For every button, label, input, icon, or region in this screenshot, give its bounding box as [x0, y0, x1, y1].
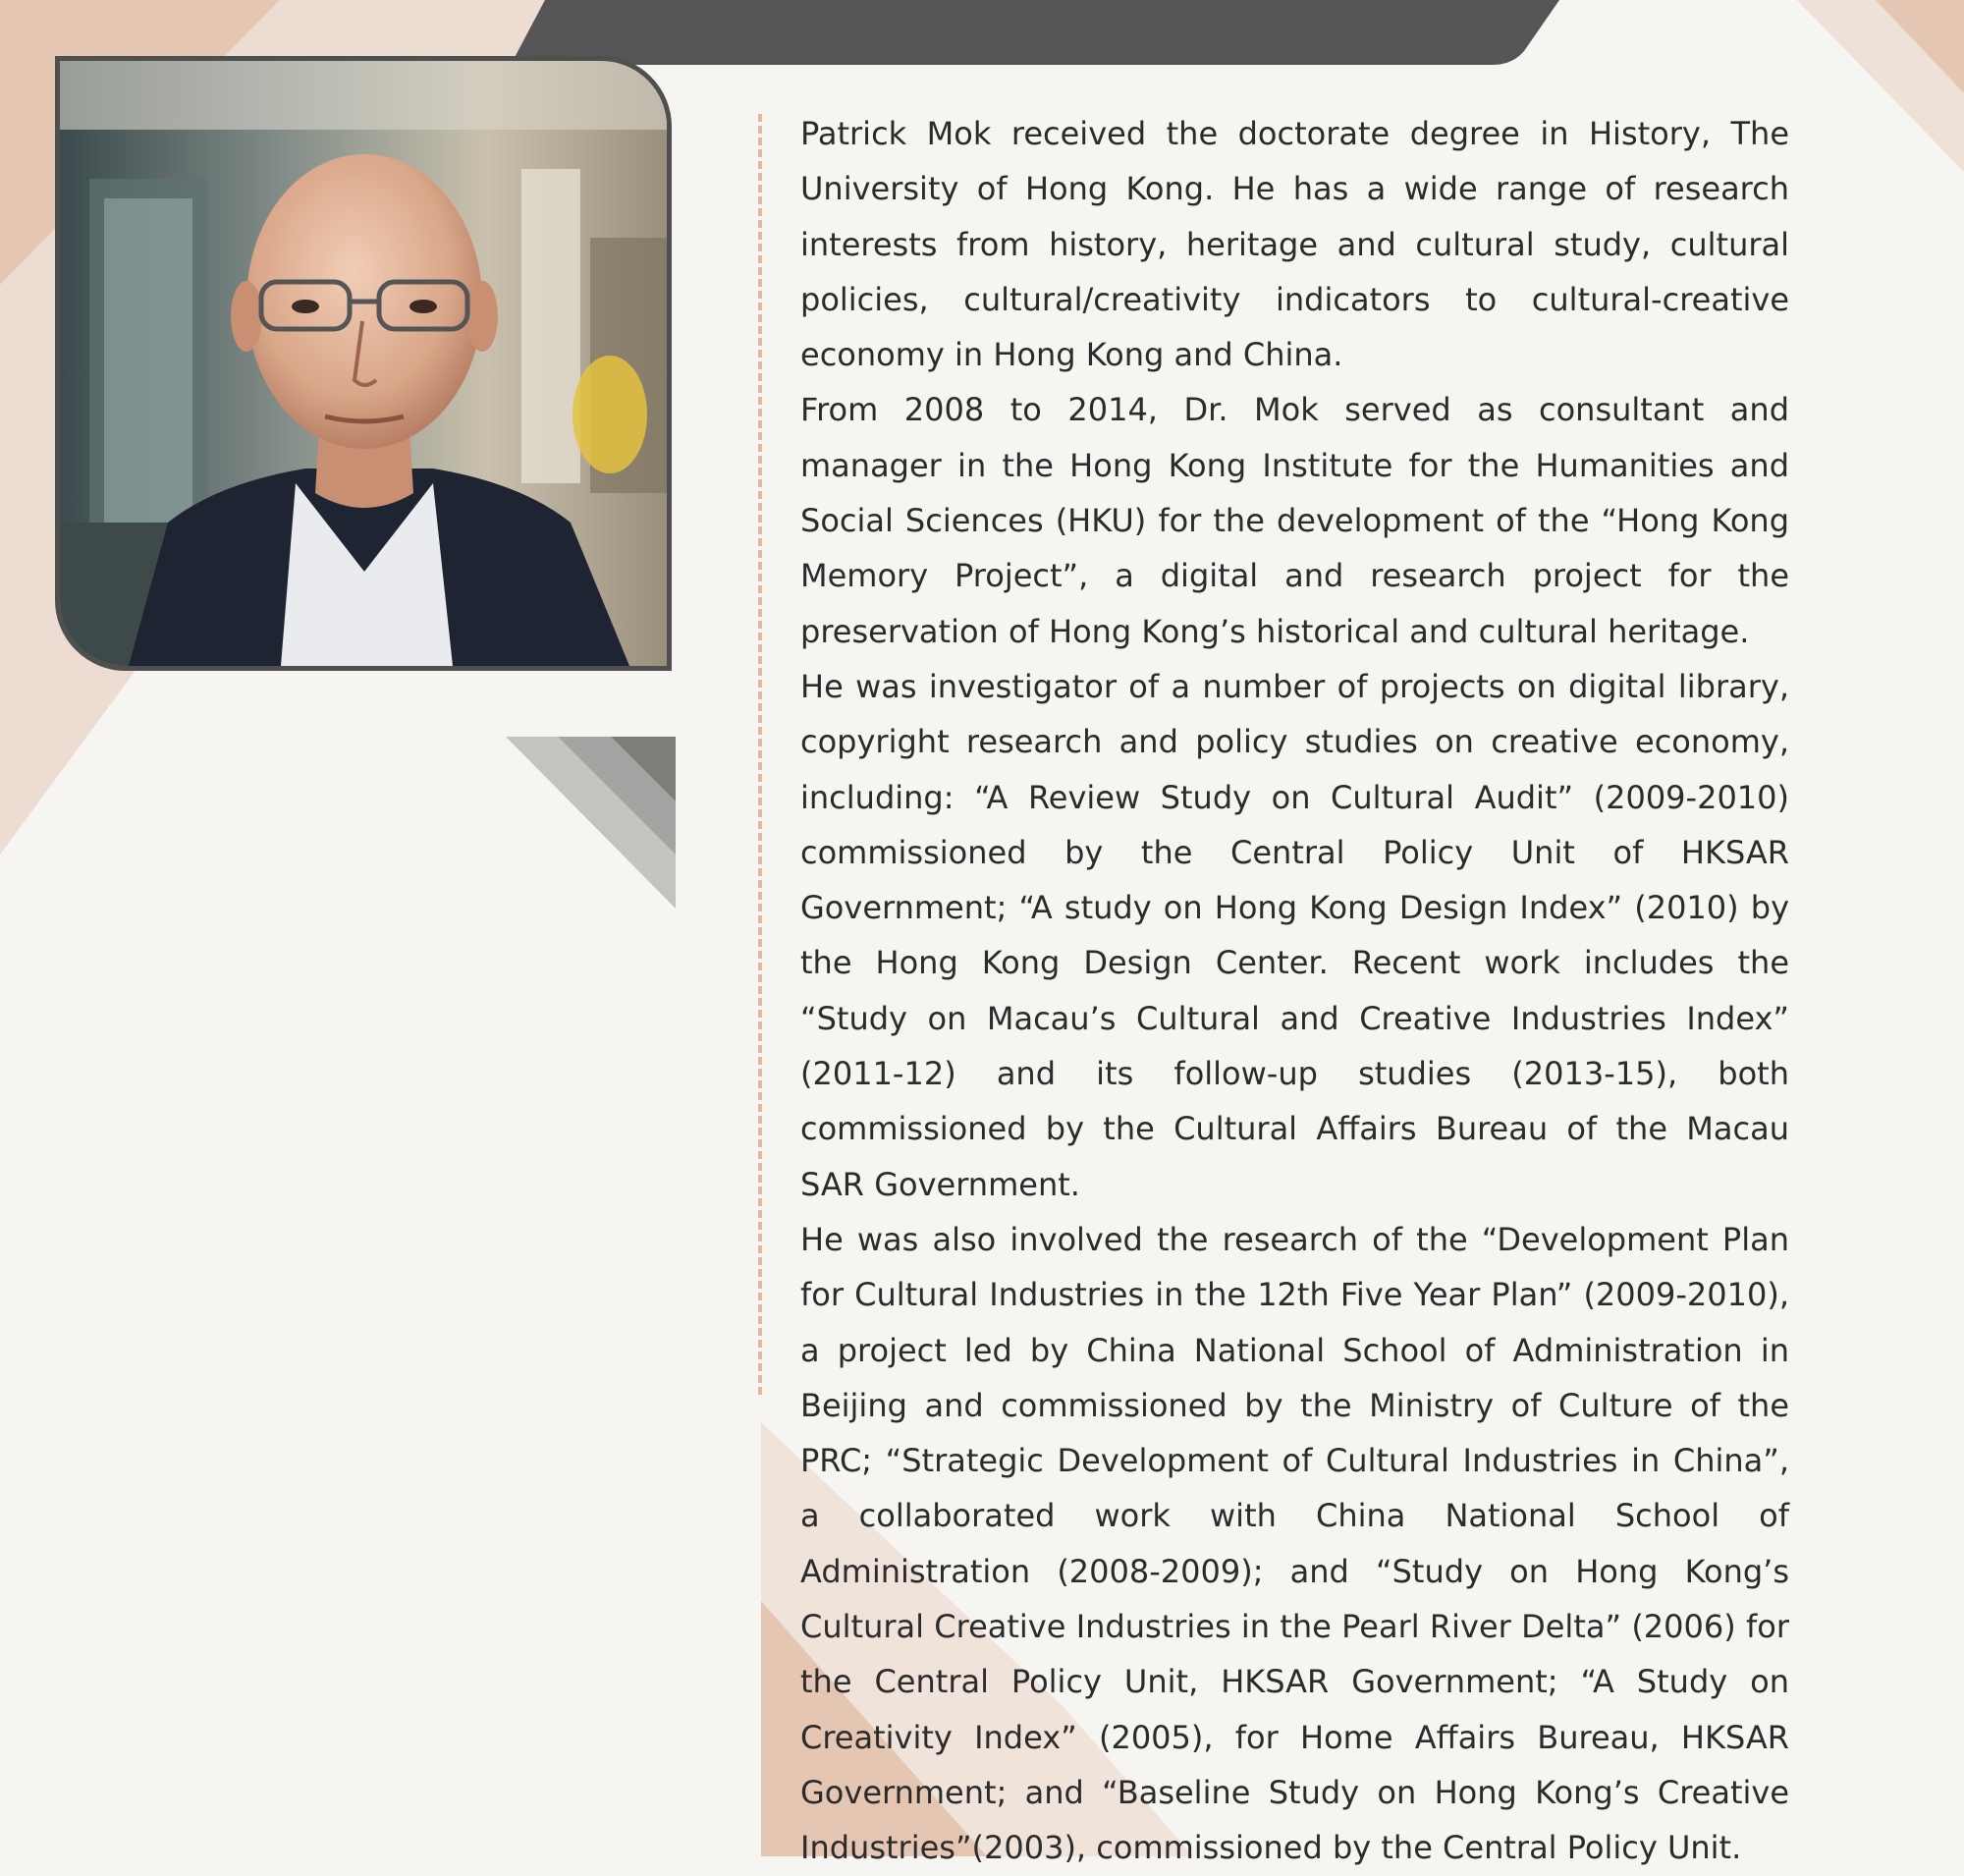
bio-paragraph-2: From 2008 to 2014, Dr. Mok served as consultant and manager in the Hong Kong Institute for the Humanities and Social Sciences (HKU) for the development of the “Hong Kong Memory Project”, a digital and research project for the preservation of Hong Kong’s historical and cultural heritage.	[800, 391, 1789, 650]
portrait-photo	[60, 61, 667, 666]
portrait-photo-frame	[55, 56, 672, 671]
bio-paragraph-1: Patrick Mok received the doctorate degree in History, The University of Hong Kong. He has a wide range of research interests from history, heritage and cultural study, cultural policies, cultural/creativity indicators to cultural-creative economy in Hong Kong and China.	[800, 115, 1789, 374]
bio-paragraph-4: He was also involved the research of the “Development Plan for Cultural Industries in the 12th Five Year Plan” (2009-2010), a project led by China National School of Administration in Beijing and commissioned by the Ministry of Culture of the PRC; “Strategic Development of Cultural Industries in China”, a collaborated work with China National School of Administration (2008-2009); and “Study on Hong Kong’s Cultural Creative Industries in the Pearl River Delta” (2006) for the Central Policy Unit, HKSAR Government; “A Study on Creativity Index” (2005), for Home Affairs Bureau, HKSAR Government; and “Baseline Study on Hong Kong’s Creative Industries”(2003), commissioned by the Central Policy Unit.	[800, 1220, 1789, 1867]
biography-text	[800, 106, 1789, 1876]
dashed-divider	[758, 114, 762, 1395]
bio-paragraph-3: He was investigator of a number of projects on digital library, copyright research and policy studies on creative economy, including: “A Review Study on Cultural Audit” (2009-2010) commissioned by the Central Policy Unit of HKSAR Government; “A study on Hong Kong Design Index” (2010) by the Hong Kong Design Center. Recent work includes the “Study on Macau’s Cultural and Creative Industries Index” (2011-12) and its follow-up studies (2013-15), both commissioned by the Cultural Affairs Bureau of the Macau SAR Government.	[800, 667, 1789, 1203]
dark-header-bar	[511, 0, 1559, 65]
